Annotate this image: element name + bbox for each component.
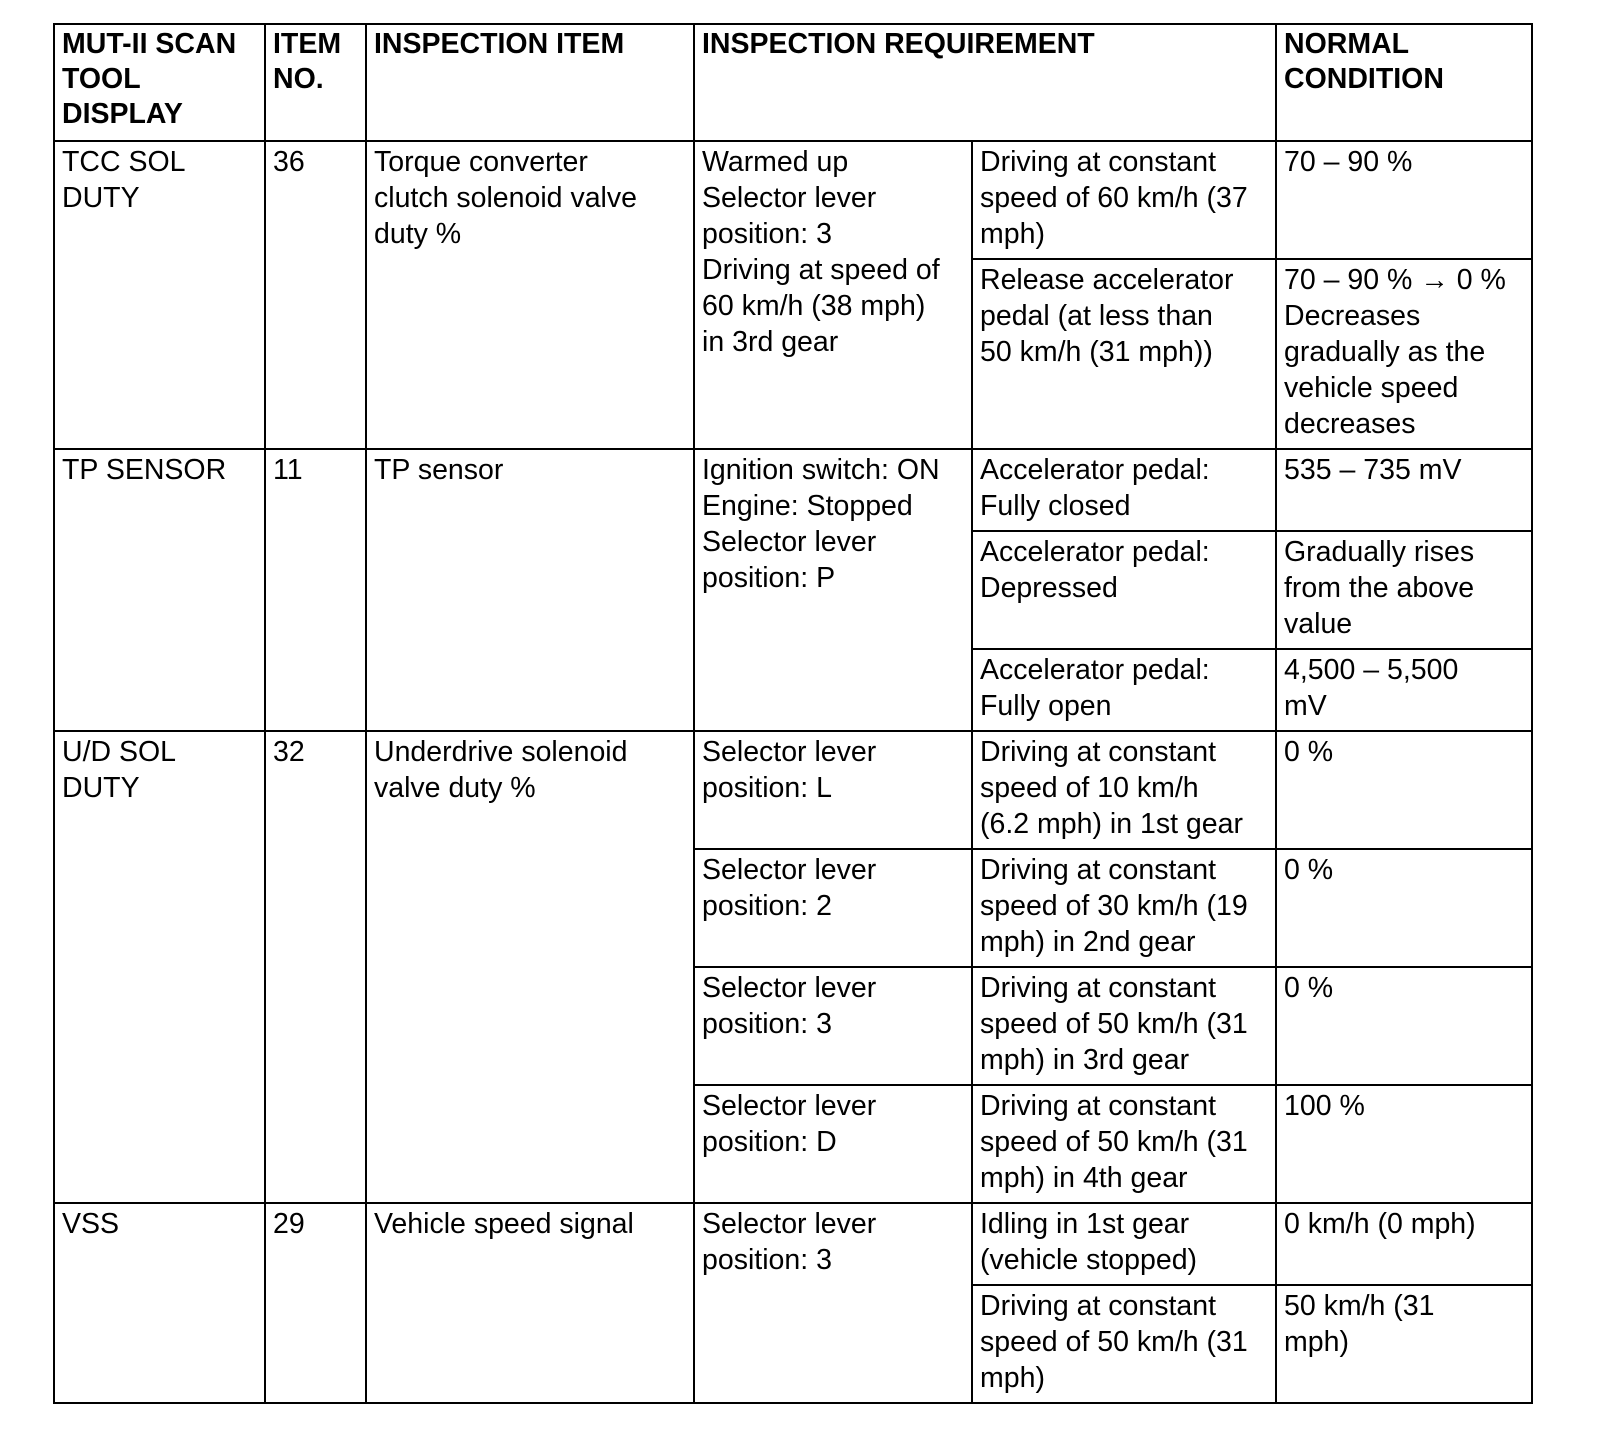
condition-cell: Accelerator pedal: Fully closed [972, 449, 1276, 531]
requirement-cell: Ignition switch: ON Engine: Stopped Selector lever position: P [694, 449, 972, 731]
item-no-cell: 29 [265, 1203, 366, 1403]
requirement-cell: Selector lever position: L [694, 731, 972, 849]
requirement-cell: Selector lever position: 3 [694, 1203, 972, 1403]
normal-value-cell: 70 – 90 % → 0 % Decreases gradually as the vehicle speed decreases [1276, 259, 1532, 449]
table-row [54, 731, 1532, 849]
requirement-cell: Selector lever position: D [694, 1085, 972, 1203]
header-normal-condition: NORMAL CONDITION [1276, 24, 1532, 141]
condition-cell: Driving at constant speed of 30 km/h (19 mph) in 2nd gear [972, 849, 1276, 967]
scan-tool-display-cell: TCC SOL DUTY [54, 141, 265, 449]
table-header-row [54, 24, 1532, 141]
inspection-item-cell: Torque converter clutch solenoid valve duty % [366, 141, 694, 449]
normal-value-cell: 70 – 90 % [1276, 141, 1532, 259]
normal-value-cell: 0 % [1276, 731, 1532, 849]
inspection-item-cell: Underdrive solenoid valve duty % [366, 731, 694, 1203]
normal-value-cell: 0 % [1276, 849, 1532, 967]
normal-value-cell: 0 km/h (0 mph) [1276, 1203, 1532, 1285]
table-row [54, 1203, 1532, 1285]
condition-cell: Driving at constant speed of 60 km/h (37 mph) [972, 141, 1276, 259]
scan-tool-display-cell: VSS [54, 1203, 265, 1403]
inspection-item-cell: TP sensor [366, 449, 694, 731]
header-inspection-requirement: INSPECTION REQUIREMENT [694, 24, 1276, 141]
requirement-cell: Selector lever position: 2 [694, 849, 972, 967]
condition-cell: Accelerator pedal: Depressed [972, 531, 1276, 649]
header-scan-tool-display: MUT-II SCAN TOOL DISPLAY [54, 24, 265, 141]
normal-value-cell: 535 – 735 mV [1276, 449, 1532, 531]
condition-cell: Driving at constant speed of 50 km/h (31 mph) in 3rd gear [972, 967, 1276, 1085]
normal-value-cell: 0 % [1276, 967, 1532, 1085]
normal-value-cell: Gradually rises from the above value [1276, 531, 1532, 649]
requirement-cell: Selector lever position: 3 [694, 967, 972, 1085]
header-item-no: ITEM NO. [265, 24, 366, 141]
header-inspection-item: INSPECTION ITEM [366, 24, 694, 141]
requirement-cell: Warmed up Selector lever position: 3 Driving at speed of 60 km/h (38 mph) in 3rd gear [694, 141, 972, 449]
condition-cell: Driving at constant speed of 50 km/h (31 mph) in 4th gear [972, 1085, 1276, 1203]
condition-cell: Idling in 1st gear (vehicle stopped) [972, 1203, 1276, 1285]
scan-tool-display-cell: U/D SOL DUTY [54, 731, 265, 1203]
scan-tool-display-cell: TP SENSOR [54, 449, 265, 731]
normal-value-cell: 50 km/h (31 mph) [1276, 1285, 1532, 1403]
inspection-item-cell: Vehicle speed signal [366, 1203, 694, 1403]
table-row [54, 449, 1532, 531]
normal-value-cell: 100 % [1276, 1085, 1532, 1203]
condition-cell: Release accelerator pedal (at less than 50 km/h (31 mph)) [972, 259, 1276, 449]
inspection-table [53, 23, 1533, 1404]
condition-cell: Driving at constant speed of 50 km/h (31 mph) [972, 1285, 1276, 1403]
normal-value-cell: 4,500 – 5,500 mV [1276, 649, 1532, 731]
table-row [54, 141, 1532, 259]
item-no-cell: 36 [265, 141, 366, 449]
condition-cell: Driving at constant speed of 10 km/h (6.2 mph) in 1st gear [972, 731, 1276, 849]
item-no-cell: 32 [265, 731, 366, 1203]
item-no-cell: 11 [265, 449, 366, 731]
condition-cell: Accelerator pedal: Fully open [972, 649, 1276, 731]
